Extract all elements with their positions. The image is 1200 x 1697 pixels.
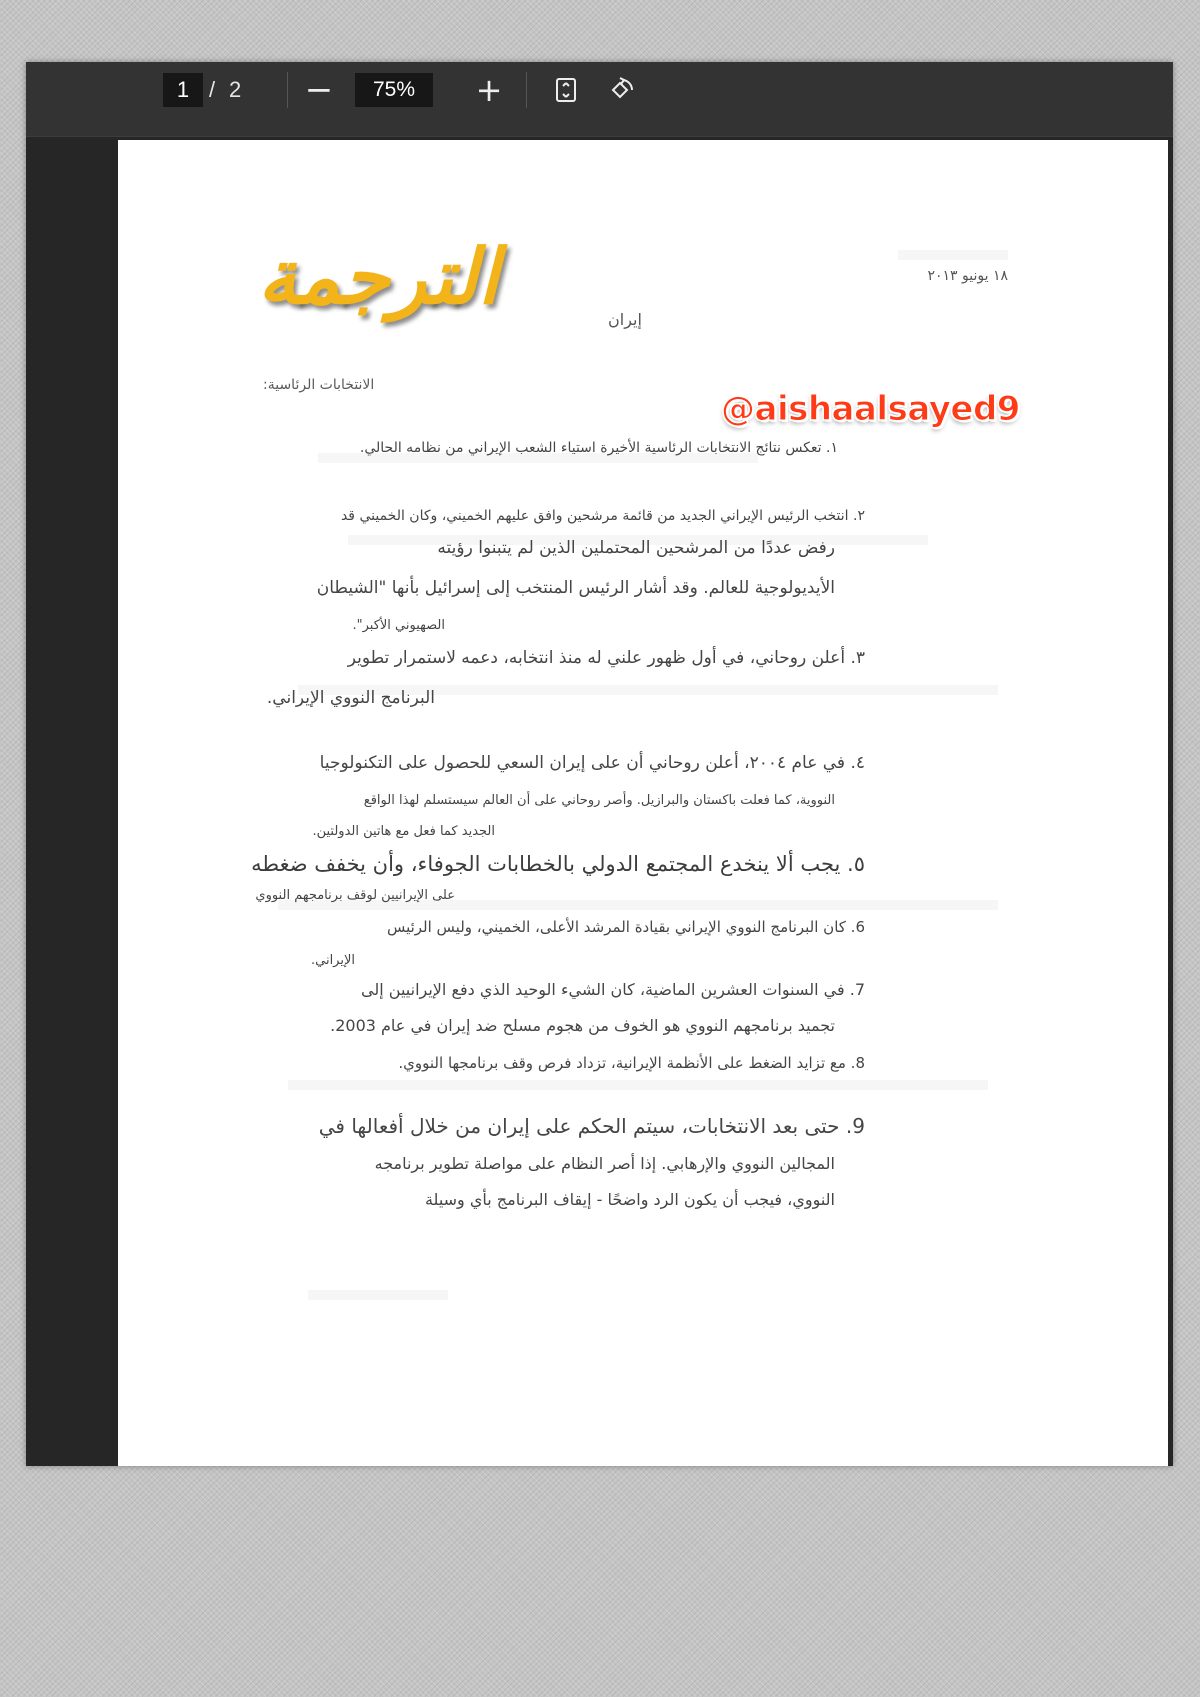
zoom-out-icon: −: [304, 70, 334, 110]
document-country: إيران: [608, 310, 642, 329]
list-item-continuation: الأيديولوجية للعالم. وقد أشار الرئيس المنتخب إلى إسرائيل بأنها "الشيطان: [316, 578, 835, 598]
page-number-input[interactable]: 1: [163, 73, 203, 107]
list-item-continuation: البرنامج النووي الإيراني.: [266, 688, 435, 708]
scan-artifact: [308, 1290, 448, 1300]
zoom-out-button[interactable]: [301, 72, 337, 108]
list-item: 8. مع تزايد الضغط على الأنظمة الإيرانية، تزداد فرص وقف برنامجها النووي.: [398, 1054, 865, 1072]
page-total: 2: [229, 77, 242, 102]
fit-page-button[interactable]: [546, 72, 586, 108]
list-item-continuation: رفض عددًا من المرشحين المحتملين الذين لم يتبنوا رؤيته: [437, 538, 835, 558]
list-item: ١. تعكس نتائج الانتخابات الرئاسية الأخيرة استياء الشعب الإيراني من نظامه الحالي.: [359, 440, 838, 456]
list-item-continuation: الإيراني.: [310, 953, 355, 968]
toolbar-divider: [287, 72, 288, 108]
list-item: ٢. انتخب الرئيس الإيراني الجديد من قائمة مرشحين وافق عليهم الخميني، وكان الخميني قد: [340, 508, 865, 524]
section-title: الانتخابات الرئاسية:: [263, 377, 375, 393]
list-item: ٣. أعلن روحاني، في أول ظهور علني له منذ انتخابه، دعمه لاستمرار تطوير: [347, 648, 865, 668]
scan-artifact: [288, 1080, 988, 1090]
list-item-continuation: النووي، فيجب أن يكون الرد واضحًا - إيقاف البرنامج بأي وسيلة: [424, 1190, 835, 1209]
list-item: 9. حتى بعد الانتخابات، سيتم الحكم على إيران من خلال أفعالها في: [318, 1114, 865, 1138]
list-item: 6. كان البرنامج النووي الإيراني بقيادة المرشد الأعلى، الخميني، وليس الرئيس: [386, 918, 865, 936]
list-item-continuation: تجميد برنامجهم النووي هو الخوف من هجوم مسلح ضد إيران في عام 2003.: [330, 1016, 835, 1035]
pdf-viewer: [26, 62, 1173, 1466]
rotate-button[interactable]: [600, 72, 640, 108]
zoom-level-input[interactable]: 75%: [355, 73, 433, 107]
list-item-continuation: المجالين النووي والإرهابي. إذا أصر النظام على مواصلة تطوير برنامجه: [374, 1154, 835, 1173]
list-item: ٤. في عام ٢٠٠٤، أعلن روحاني أن على إيران السعي للحصول على التكنولوجيا: [319, 753, 865, 773]
toolbar-divider: [526, 72, 527, 108]
document-date: ١٨ يونيو ٢٠١٣: [927, 268, 1008, 284]
zoom-in-button[interactable]: [471, 72, 507, 108]
list-item-continuation: على الإيرانيين لوقف برنامجهم النووي: [255, 888, 455, 903]
pdf-toolbar: [26, 62, 1173, 137]
list-item-continuation: الصهيوني الأكبر".: [352, 618, 445, 633]
list-item: 7. في السنوات العشرين الماضية، كان الشيء الوحيد الذي دفع الإيرانيين إلى: [361, 980, 865, 999]
rotate-icon: [605, 76, 635, 104]
zoom-in-icon: +: [475, 71, 503, 109]
document-page: [118, 140, 1168, 1466]
watermark-title: الترجمة: [258, 232, 499, 321]
fit-page-icon: [555, 77, 577, 103]
list-item-continuation: النووية، كما فعلت باكستان والبرازيل. وأصر روحاني على أن العالم سيستسلم لهذا الواقع: [363, 793, 835, 808]
watermark-handle: @aishaalsayed9: [721, 389, 1020, 429]
scan-artifact: [898, 250, 1008, 260]
list-item-continuation: الجديد كما فعل مع هاتين الدولتين.: [312, 824, 495, 839]
list-item: ٥. يجب ألا ينخدع المجتمع الدولي بالخطابات الجوفاء، وأن يخفف ضغطه: [251, 852, 865, 876]
page-separator: /: [209, 77, 216, 102]
